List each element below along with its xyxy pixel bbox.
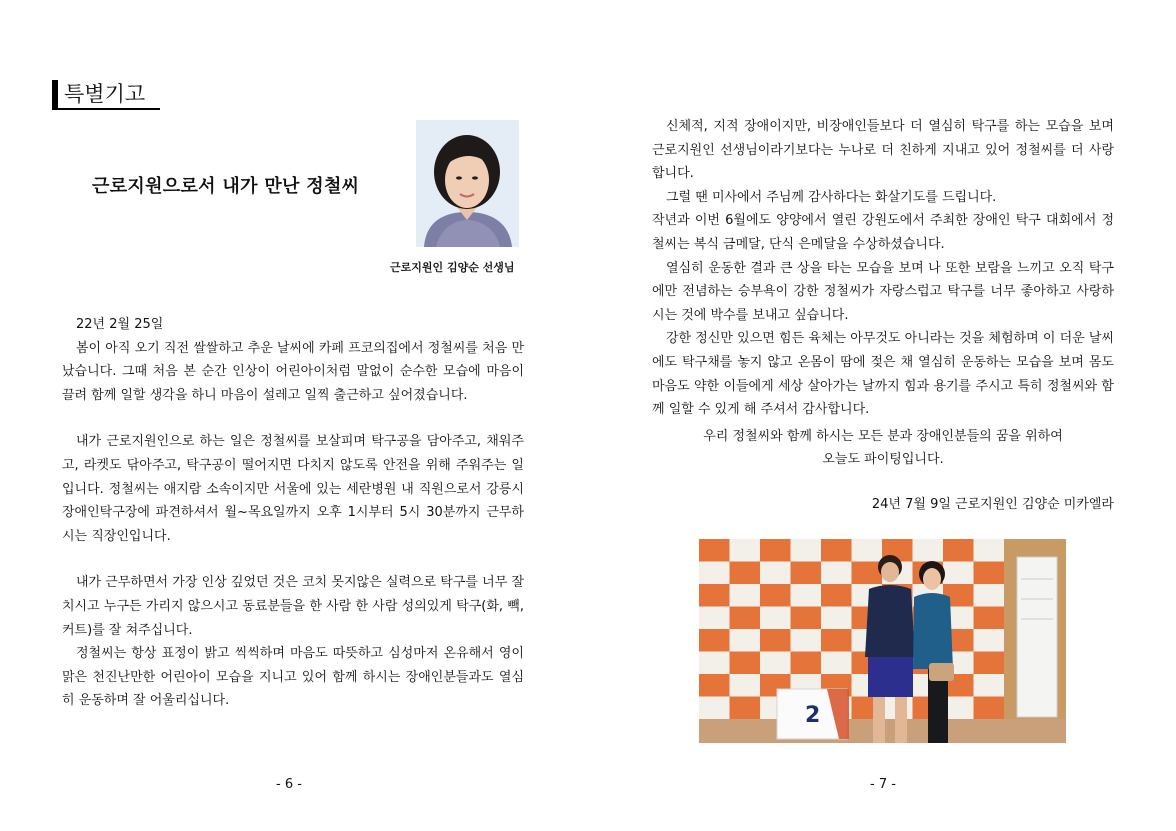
closing-line: 우리 정철씨와 함께 하시는 모든 분과 장애인분들의 꿈을 위하여	[703, 429, 1063, 444]
article-title: 근로지원으로서 내가 만난 정철씨	[92, 176, 360, 197]
signature-line: 24년 7월 9일 근로지원인 김양순 미카엘라	[871, 497, 1114, 512]
section-tag: 특별기고	[52, 80, 160, 110]
author-byline: 근로지원인 김양순 선생님	[390, 261, 515, 274]
left-article-body	[62, 313, 524, 713]
closing-line: 오늘도 파이팅입니다.	[822, 452, 944, 467]
right-article-body	[652, 115, 1114, 422]
paragraph: 봄이 아직 오기 직전 쌀쌀하고 추운 날씨에 카페 프코의집에서 정철씨를 처음 만났습니다. 그때 처음 본 순간 인상이 어린아이처럼 말없이 순수한 모습에 마음이 끌려 함께 일할 생각을 하니 마음이 설레고 일찍 출근하고 싶어졌습니다.	[62, 340, 524, 403]
paragraph: 강한 정신만 있으면 힘든 육체는 아무것도 아니라는 것을 체험하며 이 더운 날씨에도 탁구채를 놓지 않고 온몸이 땀에 젖은 채 열심히 운동하는 모습을 보며 몸도 마음도 약한 이들에게 세상 살아가는 날까지 힘과 용기를 주시고 특히 정철씨와 함께 일할 수 있게 해 주셔서 감사합니다.	[652, 331, 1114, 418]
page-number: - 7 -	[870, 777, 896, 792]
paragraph: 그럴 땐 미사에서 주님께 감사하다는 화살기도를 드립니다.	[666, 189, 997, 205]
paragraph: 신체적, 지적 장애이지만, 비장애인들보다 더 열심히 탁구를 하는 모습을 보며 근로지원인 선생님이라기보다는 누나로 더 친하게 지내고 있어 정철씨를 더 사랑합니다.	[652, 119, 1114, 182]
paragraph: 작년과 이번 6월에도 양양에서 열린 강원도에서 주최한 장애인 탁구 대회에서 정철씨는 복식 금메달, 단식 은메달을 수상하셨습니다.	[652, 213, 1114, 252]
paragraph: 내가 근무하면서 가장 인상 깊었던 것은 코치 못지않은 실력으로 탁구를 너무 잘 치시고 누구든 가리지 않으시고 동료분들을 한 사람 한 사람 성의있게 탁구(화, 빽, 커트)를 잘 쳐주십니다.	[62, 575, 524, 638]
paragraph: 열심히 운동한 결과 큰 상을 타는 모습을 보며 나 또한 보람을 느끼고 오직 탁구에만 전념하는 승부욕이 강한 정철씨가 자랑스럽고 탁구를 너무 좋아하고 사랑하시는 것에 박수를 보내고 싶습니다.	[652, 260, 1114, 323]
paragraph: 정철씨는 항상 표정이 밝고 씩씩하며 마음도 따뜻하고 심성마저 온유해서 영이 맑은 천진난만한 어린아이 모습을 지니고 있어 함께 하시는 장애인분들과도 열심히 운동하며 잘 어울리십니다.	[62, 646, 524, 709]
award-ceremony-photo	[699, 539, 1066, 743]
date-line: 22년 2월 25일	[76, 317, 164, 332]
paragraph: 내가 근로지원인으로 하는 일은 정철씨를 보살피며 탁구공을 담아주고, 채워주고, 라켓도 닦아주고, 탁구공이 떨어지면 다치지 않도록 안전을 위해 주워주는 일입니다. 정철씨는 애지람 소속이지만 서울에 있는 세란병원 내 직원으로서 강릉시 장애인탁구장에 파견하셔서 월~목요일까지 오후 1시부터 5시 30분까지 근무하시는 직장인입니다.	[62, 434, 524, 544]
right-page	[588, 0, 1176, 831]
author-portrait-photo	[416, 120, 519, 247]
podium-number: 2	[805, 703, 821, 728]
page-number: - 6 -	[276, 777, 302, 792]
